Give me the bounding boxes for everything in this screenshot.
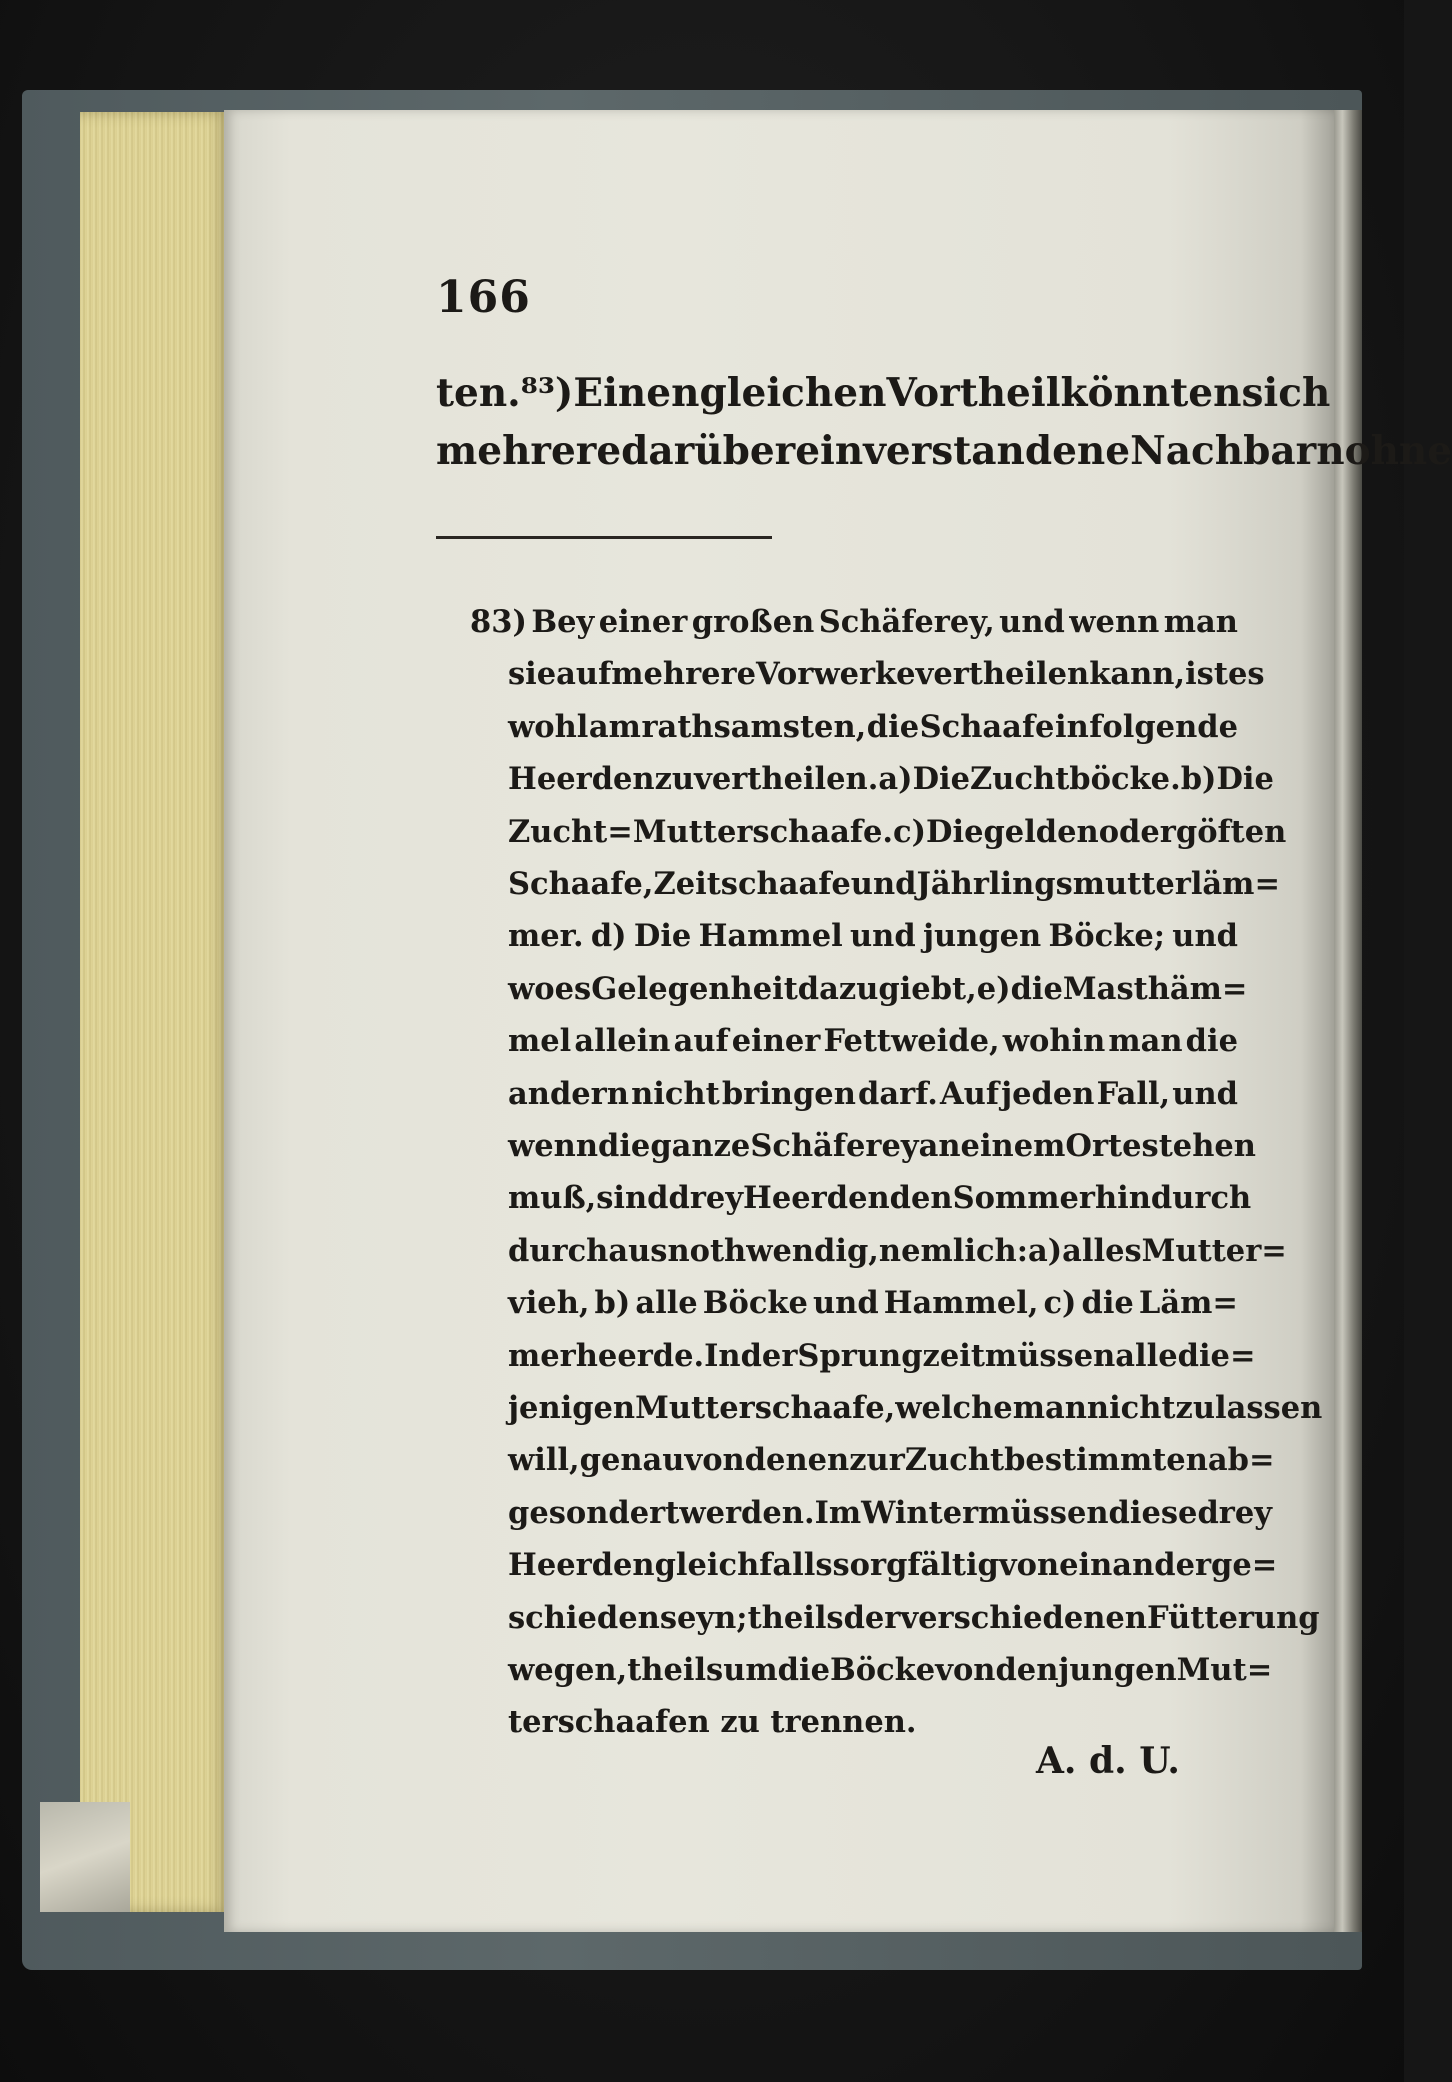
- footnote-line: wohl am rathsamsten, die Schaafe in folgende: [508, 708, 1238, 745]
- footnote-line: andern nicht bringen darf. Auf jeden Fall, und: [508, 1075, 1238, 1112]
- footnote-line: schieden seyn; theils der verschiedenen Fütterung: [508, 1599, 1320, 1636]
- main-text-line: ten. ⁸³) Einen gleichen Vortheil könnten sich: [436, 370, 1331, 416]
- page-number: 166: [436, 272, 531, 323]
- footnote-line: 83) Bey einer großen Schäferey, und wenn man: [470, 604, 1238, 640]
- footnote-line: sie auf mehrere Vorwerke vertheilen kann, ist es: [508, 656, 1265, 693]
- footnote-line: merheerde. In der Sprungzeit müssen alle die=: [508, 1337, 1256, 1374]
- footnote-line: jenigen Mutterschaafe, welche man nicht zulassen: [508, 1390, 1323, 1426]
- footnote-line: wegen, theils um die Böcke von den jungen Mut=: [508, 1652, 1273, 1688]
- footnote-line: wo es Gelegenheit dazu giebt, e) die Masthäm=: [508, 970, 1248, 1007]
- footnote-separator: [436, 536, 772, 539]
- cover-corner: [40, 1802, 130, 1912]
- adjacent-page-edge: [1334, 110, 1362, 1932]
- footnote-line: Schaafe, Zeitschaafe und Jährlingsmutterläm=: [508, 866, 1281, 902]
- page-edges: [80, 112, 230, 1912]
- footnote-line: durchaus nothwendig, nemlich: a) alles Mutter=: [508, 1232, 1287, 1269]
- footnote-line: gesondert werden. Im Winter müssen diese drey: [508, 1494, 1272, 1531]
- footnote-line: terschaafen zu trennen.: [508, 1704, 917, 1741]
- footnote-line: Heerden zu vertheilen. a) Die Zuchtböcke. b) Die: [508, 761, 1274, 798]
- footnote-line: Heerden gleichfalls sorgfältig von einander ge=: [508, 1547, 1278, 1584]
- footnote-line: muß, sind drey Heerden den Sommer hindurch: [508, 1180, 1252, 1217]
- main-text-line: mehrere darüber einverstandene Nachbarn ohne: [436, 428, 1452, 474]
- footnote-signature: A. d. U.: [1036, 1740, 1180, 1782]
- footnote-line: mel allein auf einer Fettweide, wohin man die: [508, 1023, 1238, 1060]
- footnote-line: will, genau von denen zur Zucht bestimmten ab=: [508, 1442, 1275, 1479]
- footnote-line: vieh, b) alle Böcke und Hammel, c) die Läm=: [508, 1285, 1238, 1322]
- footnote-line: Zucht=Mutterschaafe. c) Die gelden oder göften: [508, 813, 1287, 850]
- footnote-line: mer. d) Die Hammel und jungen Böcke; und: [508, 918, 1238, 955]
- footnote-line: wenn die ganze Schäferey an einem Orte stehen: [508, 1128, 1256, 1164]
